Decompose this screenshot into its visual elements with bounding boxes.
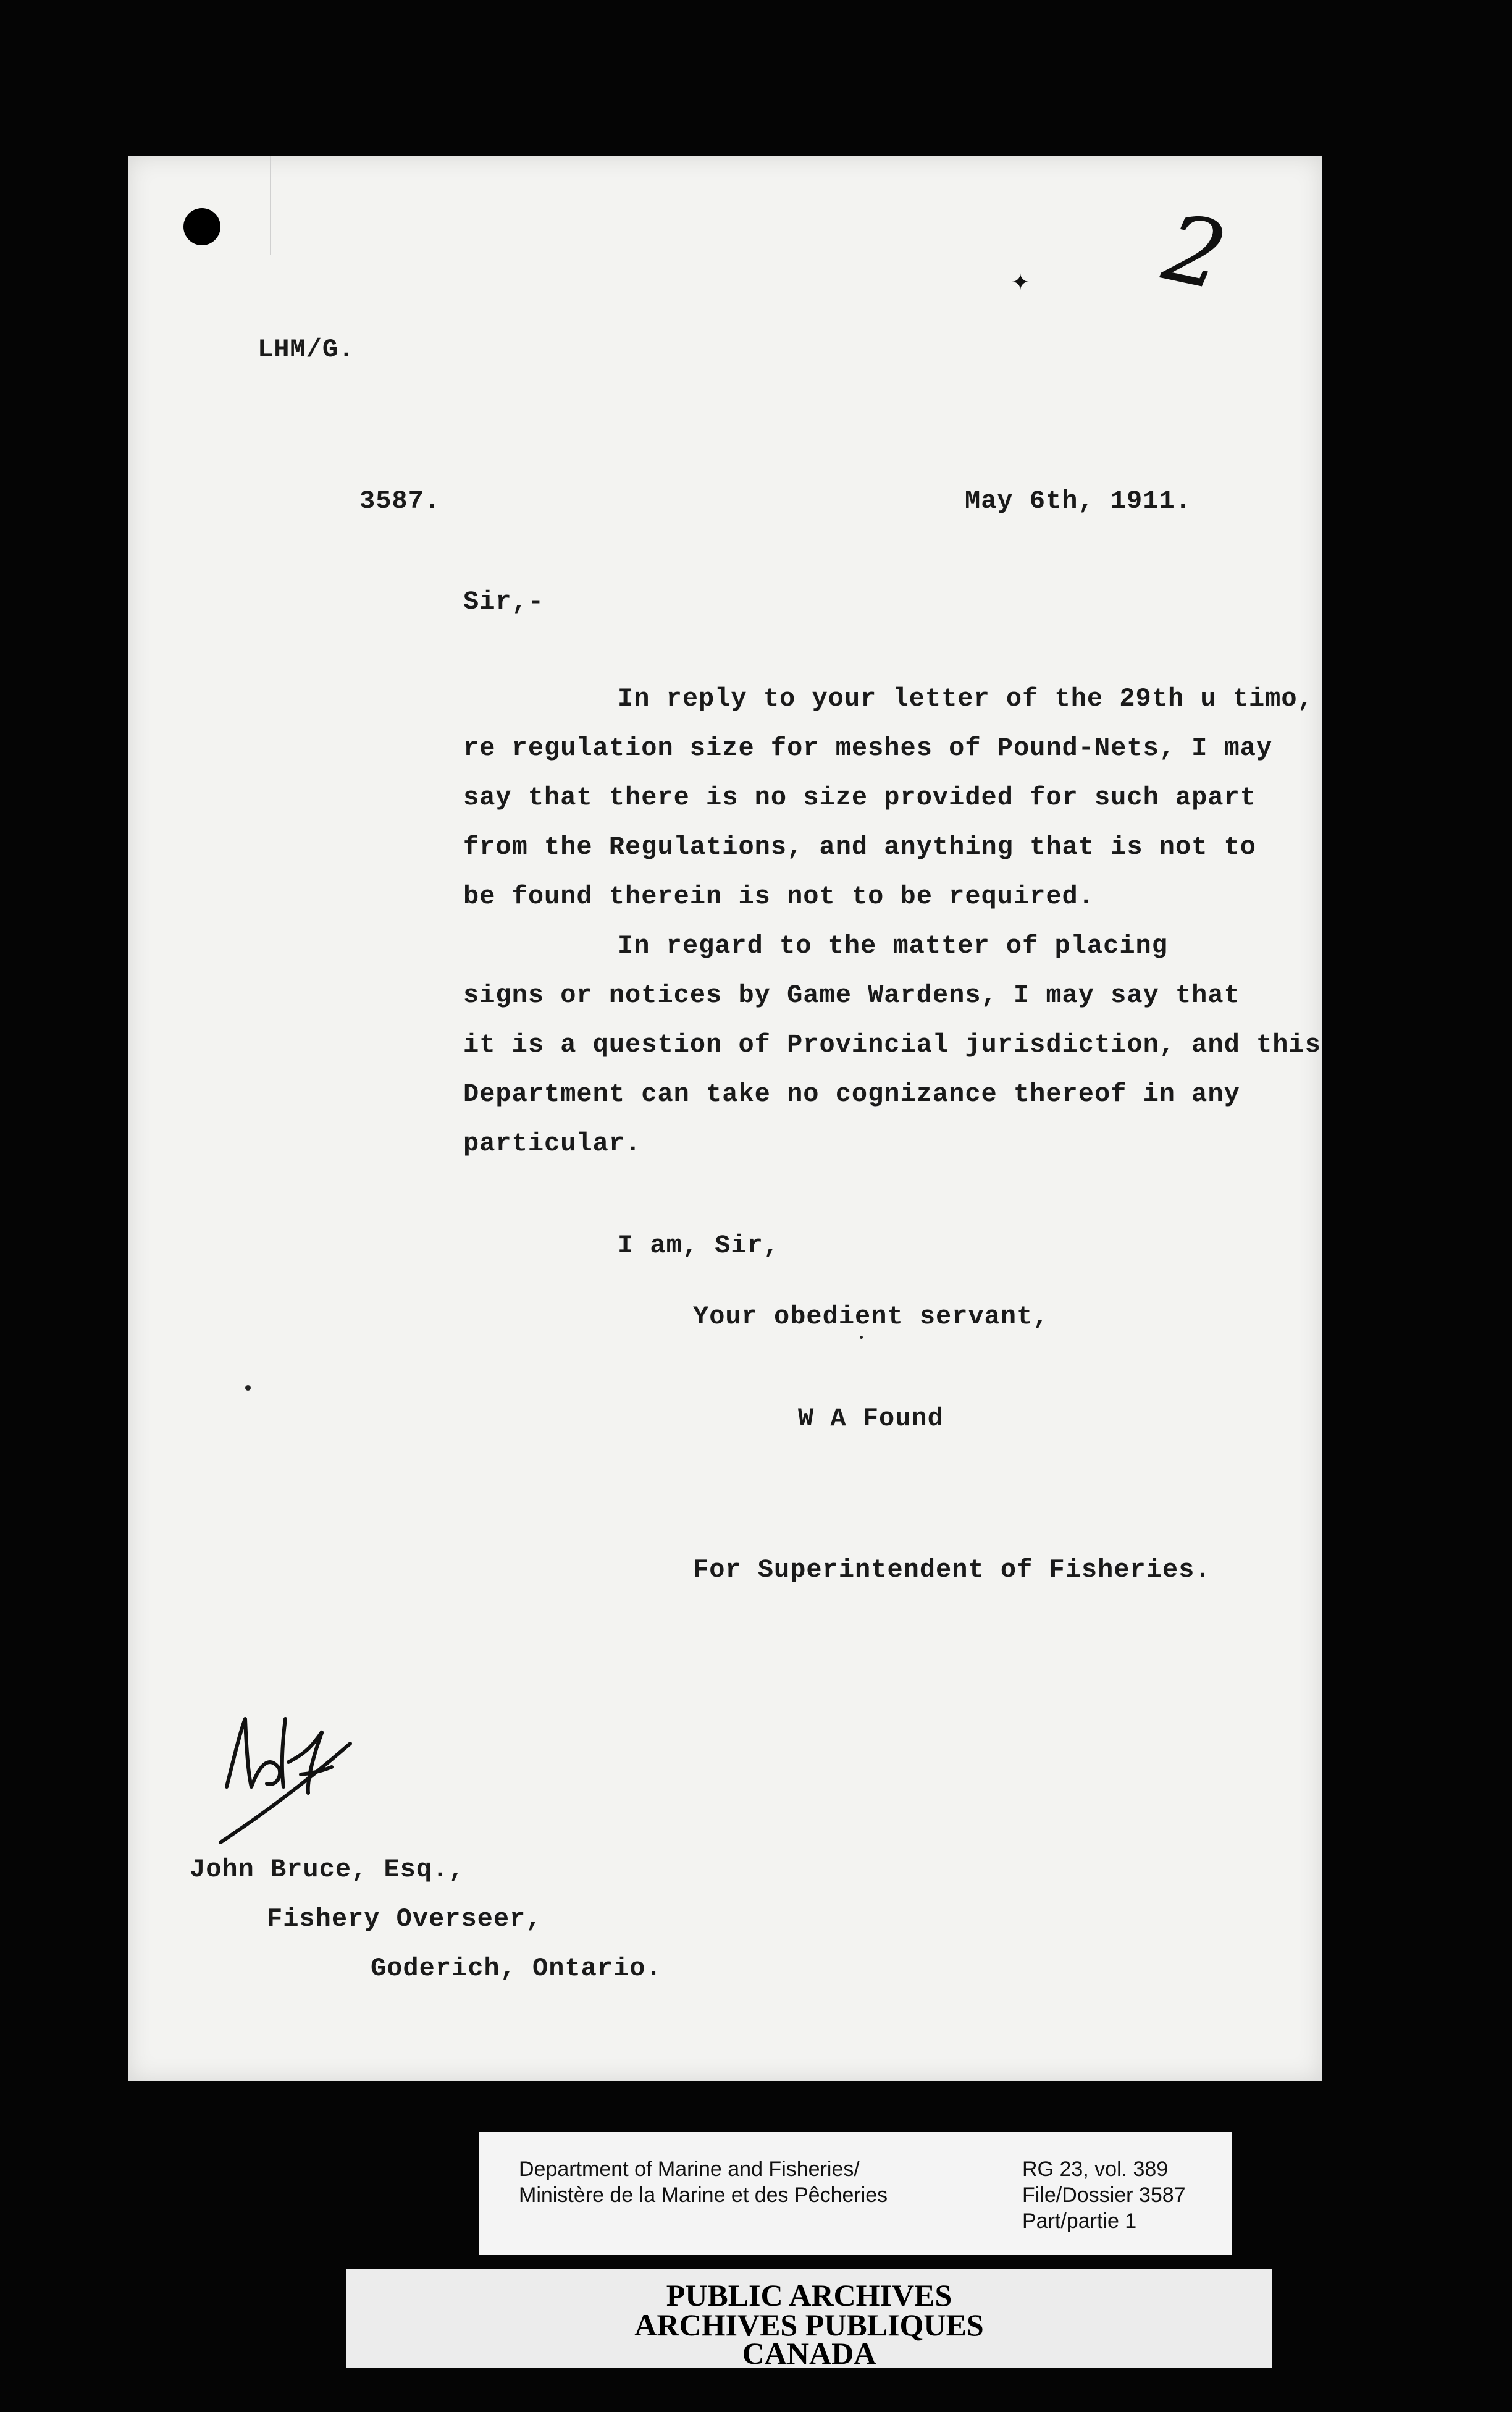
- closing: I am, Sir,: [618, 1231, 780, 1260]
- recipient-title: Fishery Overseer,: [267, 1904, 542, 1934]
- body-line: Department can take no cognizance thereof in any: [463, 1079, 1240, 1109]
- salutation: Sir,-: [463, 587, 545, 617]
- closing-servant: Your obedient servant,: [693, 1302, 1049, 1331]
- signature-title: For Superintendent of Fisheries.: [693, 1555, 1211, 1585]
- signature: W A Found: [798, 1404, 944, 1433]
- ink-mark: ✦: [1011, 270, 1030, 295]
- department-fr: Ministère de la Marine et des Pêcheries: [519, 2183, 888, 2207]
- punch-hole: [183, 208, 220, 245]
- recipient-place: Goderich, Ontario.: [371, 1954, 662, 1983]
- record-group: RG 23, vol. 389: [1022, 2157, 1169, 2181]
- archives-stamp: [346, 2269, 1272, 2371]
- body-line: say that there is no size provided for such apart: [463, 783, 1257, 812]
- archives-line-3: CANADA: [742, 2336, 876, 2371]
- file-dossier: File/Dossier 3587: [1022, 2183, 1186, 2207]
- recipient-name: John Bruce, Esq.,: [190, 1855, 465, 1884]
- file-number: 3587.: [359, 486, 441, 516]
- department-en: Department of Marine and Fisheries/: [519, 2157, 860, 2181]
- letter-page: [128, 156, 1322, 2081]
- archive-label: [479, 2132, 1232, 2255]
- body-line: be found therein is not to be required.: [463, 882, 1094, 911]
- speck: [860, 1336, 863, 1339]
- body-line: signs or notices by Game Wardens, I may say that: [463, 980, 1240, 1010]
- archives-line-1: PUBLIC ARCHIVES: [666, 2278, 952, 2313]
- body-line: it is a question of Provincial jurisdiction, and this: [463, 1030, 1321, 1060]
- handwritten-initials: [202, 1694, 363, 1855]
- body-line: In regard to the matter of placing: [618, 931, 1168, 961]
- speck: [245, 1385, 251, 1391]
- handwritten-page-number: 2: [1154, 193, 1235, 312]
- body-line: re regulation size for meshes of Pound-Nets, I may: [463, 733, 1273, 763]
- body-line: particular.: [463, 1129, 642, 1158]
- letter-date: May 6th, 1911.: [965, 486, 1191, 516]
- margin-line: [270, 156, 271, 255]
- body-line: from the Regulations, and anything that is not to: [463, 832, 1257, 862]
- body-line: In reply to your letter of the 29th u timo,: [618, 684, 1314, 714]
- archives-line-2: ARCHIVES PUBLIQUES: [634, 2308, 984, 2342]
- reference-initials: LHM/G.: [258, 335, 355, 365]
- part-partie: Part/partie 1: [1022, 2209, 1137, 2233]
